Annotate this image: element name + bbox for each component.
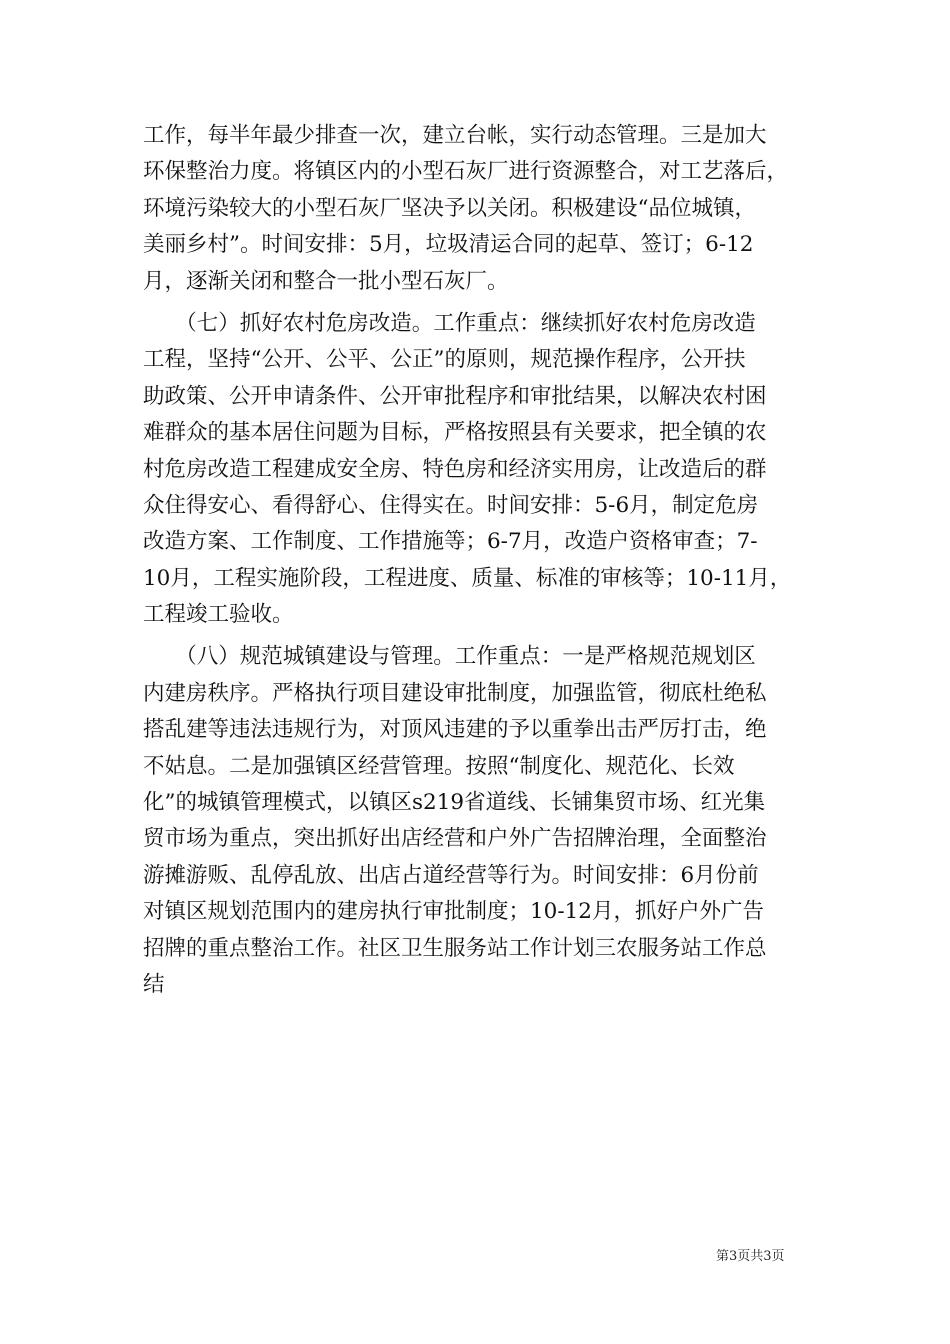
document-body <box>143 118 815 1003</box>
text-line: 月，逐渐关闭和整合一批小型石灰厂。 <box>143 268 509 294</box>
text-line: 化”的城镇管理模式，以镇区s219省道线、长铺集贸市场、红光集 <box>143 790 766 816</box>
text-line: 游摊游贩、乱停乱放、出店占道经营等行为。时间安排：6月份前 <box>143 862 759 888</box>
text-line: 贸市场为重点，突出抓好出店经营和户外广告招牌治理，全面整治 <box>143 826 767 852</box>
text-line: 工程竣工验收。 <box>143 602 294 628</box>
text-line: 工作，每半年最少排查一次，建立台帐，实行动态管理。三是加大 <box>143 123 767 148</box>
text-line: 环境污染较大的小型石灰厂坚决予以关闭。积极建设“品位城镇， <box>143 195 756 221</box>
text-line: （七）抓好农村危房改造。工作重点：继续抓好农村危房改造 <box>143 310 756 336</box>
paragraph-housing-renovation <box>143 306 815 634</box>
page-number: 第3页共3页 <box>716 1249 785 1264</box>
text-line: 工程，坚持“公开、公平、公正”的原则，规范操作程序，公开扶 <box>143 347 746 373</box>
paragraph-town-construction <box>143 639 815 1003</box>
text-line: （八）规范城镇建设与管理。工作重点：一是严格规范规划区 <box>143 644 756 670</box>
text-line: 内建房秩序。严格执行项目建设审批制度，加强监管，彻底杜绝私 <box>143 680 767 706</box>
text-line: 环保整治力度。将镇区内的小型石灰厂进行资源整合，对工艺落后， <box>143 159 789 185</box>
paragraph-waste-management <box>143 118 815 300</box>
text-line: 对镇区规划范围内的建房执行审批制度；10-12月，抓好户外广告 <box>143 899 764 925</box>
text-line: 搭乱建等违法违规行为，对顶风违建的予以重拳出击严厉打击，绝 <box>143 717 767 743</box>
text-line: 招牌的重点整治工作。社区卫生服务站工作计划三农服务站工作总 <box>143 935 767 961</box>
text-line: 10月，工程实施阶段，工程进度、质量、标准的审核等；10-11月， <box>143 565 792 591</box>
text-line: 结 <box>143 971 165 997</box>
text-line: 美丽乡村”。时间安排：5月，垃圾清运合同的起草、签订；6-12 <box>143 232 754 258</box>
text-line: 众住得安心、看得舒心、住得实在。时间安排：5-6月，制定危房 <box>143 492 759 518</box>
text-line: 难群众的基本居住问题为目标，严格按照县有关要求，把全镇的农 <box>143 420 767 446</box>
text-line: 助政策、公开申请条件、公开审批程序和审批结果，以解决农村困 <box>143 383 767 409</box>
text-line: 改造方案、工作制度、工作措施等；6-7月，改造户资格审查；7- <box>143 529 758 555</box>
text-line: 不姑息。二是加强镇区经营管理。按照“制度化、规范化、长效 <box>143 753 735 779</box>
text-line: 村危房改造工程建成安全房、特色房和经济实用房，让改造后的群 <box>143 456 767 482</box>
